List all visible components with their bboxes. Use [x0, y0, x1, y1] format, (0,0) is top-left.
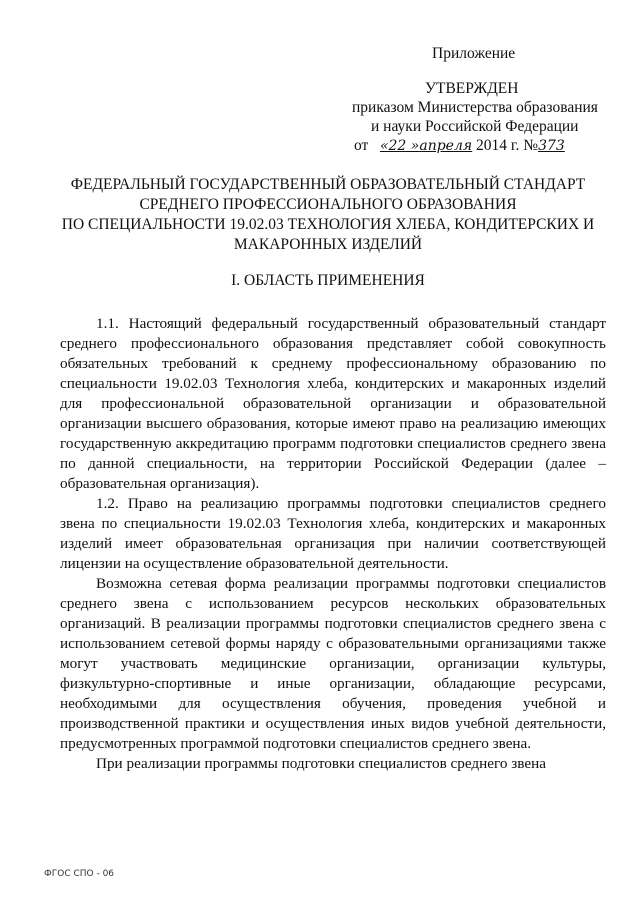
paragraph-network-form: Возможна сетевая форма реализации программы подготовки специалистов среднего звена с использованием ресурсов нескольких образовательных организаций. В реализации программы подготовки специалистов среднего звена с использованием сетевой формы наряду с образовательными организациями также могут участвовать медицинские организации, организации культуры, физкультурно-спортивные и иные организации, обладающие ресурсами, необходимыми для осуществления обучения, проведения учебной и производственной практики и осуществления иных видов учебной деятельности, предусмотренных программой подготовки специалистов среднего звена.	[60, 575, 606, 752]
date-prefix: от	[354, 137, 369, 154]
order-line-2: и науки Российской Федерации	[371, 118, 579, 135]
order-year: 2014 г. №	[476, 137, 539, 154]
approved-label: УТВЕРЖДЕН	[425, 80, 519, 97]
paragraph-implementation: При реализации программы подготовки специалистов среднего звена	[96, 755, 546, 772]
document-title	[52, 175, 604, 255]
document-body	[60, 314, 606, 774]
title-line-3: ПО СПЕЦИАЛЬНОСТИ 19.02.03 ТЕХНОЛОГИЯ ХЛЕБА, КОНДИТЕРСКИХ И	[61, 216, 595, 233]
approval-block	[340, 44, 620, 156]
paragraph-1-2: 1.2. Право на реализацию программы подготовки специалистов среднего звена по специальности 19.02.03 Технология хлеба, кондитерских и макаронных изделий имеет образовательная организация при наличии соответствующей лицензии на осуществление образовательной деятельности.	[60, 495, 606, 572]
appendix-label: Приложение	[432, 45, 516, 62]
order-date-line	[340, 136, 620, 156]
order-number: 373	[538, 138, 565, 154]
title-line-2: СРЕДНЕГО ПРОФЕССИОНАЛЬНОГО ОБРАЗОВАНИЯ	[139, 196, 517, 213]
section-heading: I. ОБЛАСТЬ ПРИМЕНЕНИЯ	[231, 272, 425, 289]
title-line-4: МАКАРОННЫХ ИЗДЕЛИЙ	[233, 236, 423, 253]
footer-code: ФГОС СПО - 06	[44, 869, 115, 879]
order-day: «22 »	[379, 138, 420, 154]
order-line-1: приказом Министерства образования	[352, 99, 598, 116]
paragraph-1-1: 1.1. Настоящий федеральный государственный образовательный стандарт среднего профессионального образования представляет собой совокупность обязательных требований к среднему профессиональному образованию по специальности 19.02.03 Технология хлеба, кондитерских и макаронных изделий для профессиональной образовательной организации и образовательной организации высшего образования, которые имеют право на реализацию имеющих государственную аккредитацию программ подготовки специалистов среднего звена по данной специальности, на территории Российской Федерации (далее – образовательная организация).	[60, 315, 606, 492]
order-month: апреля	[419, 138, 473, 154]
title-line-1: ФЕДЕРАЛЬНЫЙ ГОСУДАРСТВЕННЫЙ ОБРАЗОВАТЕЛЬНЫЙ СТАНДАРТ	[70, 176, 586, 193]
